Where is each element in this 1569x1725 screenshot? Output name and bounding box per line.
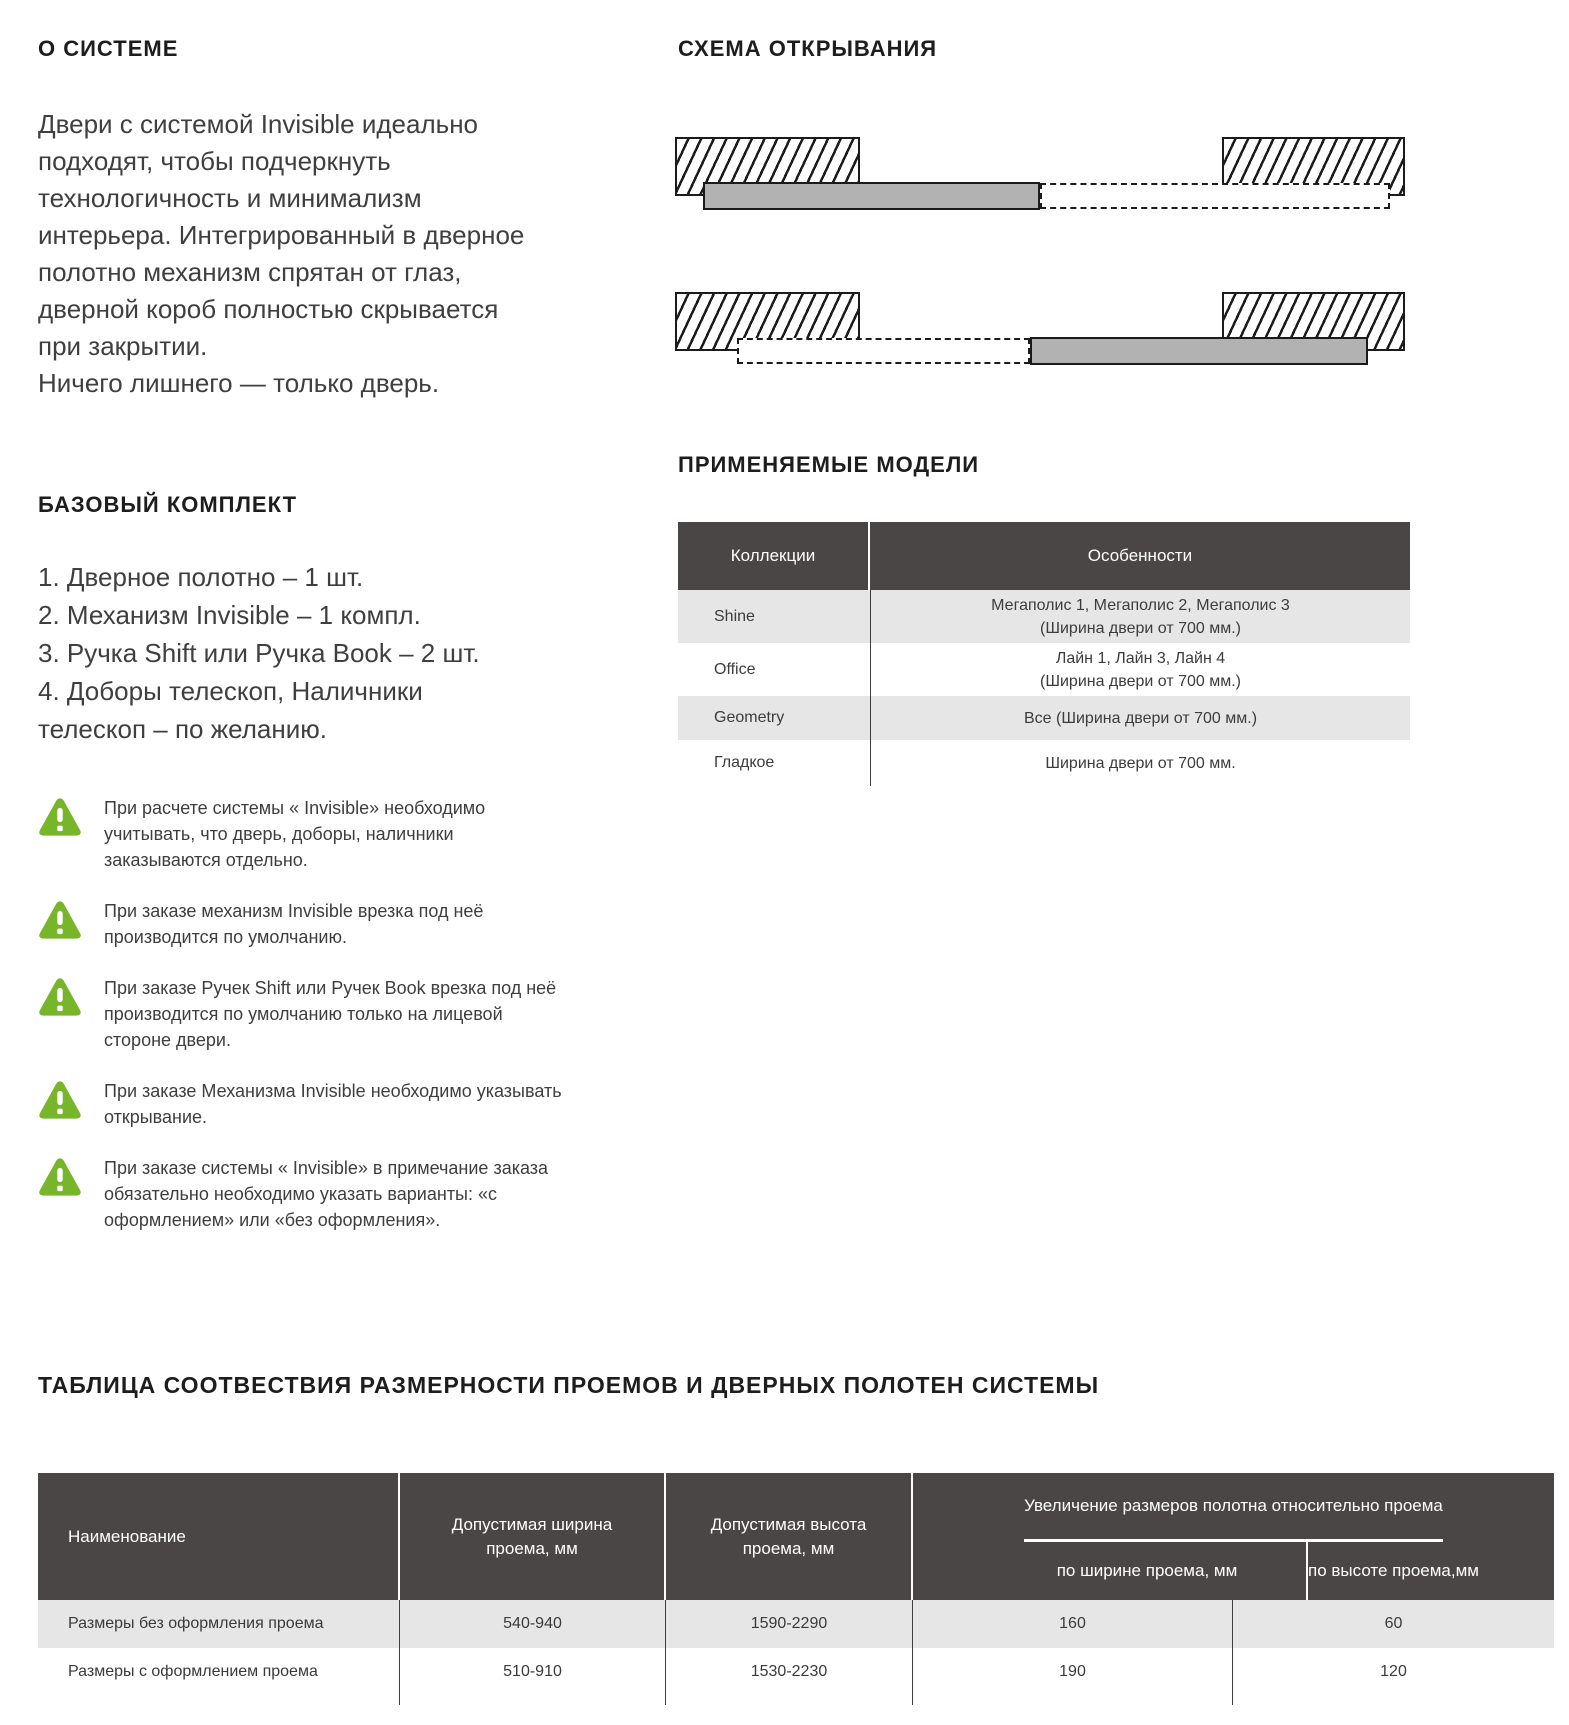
size-row-name: Размеры с оформлением проема <box>38 1648 400 1695</box>
size-col-height: Допустимая высота проема, мм <box>666 1473 913 1600</box>
warning-item <box>38 975 578 1053</box>
size-col-increase-subcolumns <box>988 1542 1479 1600</box>
size-table-header <box>38 1473 1554 1600</box>
models-heading: ПРИМЕНЯЕМЫЕ МОДЕЛИ <box>678 452 980 477</box>
model-collection: Geometry <box>714 709 785 726</box>
list-item: 2. Механизм Invisible – 1 компл. <box>38 600 421 630</box>
warning-text: При расчете системы « Invisible» необходимо учитывать, что дверь, доборы, наличники заказываются отдельно. <box>104 798 486 870</box>
size-row-width: 540-940 <box>400 1600 666 1648</box>
size-col-width: Допустимая ширина проема, мм <box>400 1473 666 1600</box>
warning-triangle-icon <box>38 900 82 940</box>
basic-kit-list <box>38 558 538 748</box>
models-table <box>678 522 1410 786</box>
size-col-increase-height: по высоте проема,мм <box>1308 1561 1479 1580</box>
size-col-increase-title: Увеличение размеров полотна относительно проема <box>1024 1473 1443 1542</box>
size-row-increase-height: 60 <box>1384 1615 1403 1632</box>
warning-text: При заказе Ручек Shift или Ручек Book врезка под неё производится по умолчанию только на лицевой стороне двери. <box>104 978 557 1050</box>
door-leaf-closed-bottom <box>1030 337 1368 365</box>
warning-text: При заказе механизм Invisible врезка под неё производится по умолчанию. <box>104 901 484 947</box>
about-text <box>38 106 530 402</box>
size-row-increase-width: 160 <box>913 1600 1233 1648</box>
model-collection: Office <box>714 660 756 678</box>
size-row-increase-width: 190 <box>913 1648 1233 1695</box>
size-table-heading: ТАБЛИЦА СООТВЕСТВИЯ РАЗМЕРНОСТИ ПРОЕМОВ И ДВЕРНЫХ ПОЛОТЕН СИСТЕМЫ <box>38 1372 1100 1398</box>
about-paragraph-1: Двери с системой Invisible идеально подходят, чтобы подчеркнуть технологичность и минимализм интерьера. Интегрированный в дверное полотно механизм спрятан от глаз, дверной короб полностью скрывается при закрытии. <box>38 109 525 361</box>
warning-text: При заказе Механизма Invisible необходимо указывать открывание. <box>104 1081 562 1127</box>
table-row <box>38 1600 1554 1648</box>
size-row-height: 1590-2290 <box>666 1600 913 1648</box>
size-col-increase-group <box>913 1473 1554 1600</box>
scheme-heading: СХЕМА ОТКРЫВАНИЯ <box>678 36 938 61</box>
table-row <box>678 590 1410 643</box>
warning-item <box>38 1078 578 1130</box>
size-col-name: Наименование <box>38 1473 400 1600</box>
size-table <box>38 1473 1554 1705</box>
models-table-header <box>678 522 1410 590</box>
table-row <box>678 696 1410 740</box>
warnings-list <box>38 795 578 1258</box>
warning-item <box>38 898 578 950</box>
size-row-width: 510-910 <box>400 1648 666 1695</box>
list-item: 1. Дверное полотно – 1 шт. <box>38 562 364 592</box>
warning-text: При заказе системы « Invisible» в примечание заказа обязательно необходимо указать варианты: «с оформлением» или «без оформления». <box>104 1158 549 1230</box>
table-row <box>38 1648 1554 1695</box>
about-heading: О СИСТЕМЕ <box>38 36 179 61</box>
warning-item <box>38 1155 578 1233</box>
model-features: Мегаполис 1, Мегаполис 2, Мегаполис 3 (Ширина двери от 700 мм.) <box>870 590 1410 643</box>
about-paragraph-2: Ничего лишнего — только дверь. <box>38 368 440 398</box>
door-leaf-open-outline-bottom <box>737 338 1030 364</box>
size-row-name: Размеры без оформления проема <box>38 1600 400 1648</box>
size-col-increase-width: по ширине проема, мм <box>988 1542 1308 1600</box>
size-row-height: 1530-2230 <box>666 1648 913 1695</box>
door-leaf-closed-top <box>703 182 1040 210</box>
model-features: Лайн 1, Лайн 3, Лайн 4 (Ширина двери от 700 мм.) <box>870 643 1410 696</box>
list-item: 3. Ручка Shift или Ручка Book – 2 шт. <box>38 638 480 668</box>
warning-triangle-icon <box>38 977 82 1017</box>
warning-triangle-icon <box>38 797 82 837</box>
models-col-features: Особенности <box>1087 546 1193 565</box>
warning-item <box>38 795 578 873</box>
basic-kit-heading: БАЗОВЫЙ КОМПЛЕКТ <box>38 492 298 517</box>
model-collection: Гладкое <box>714 754 775 771</box>
model-collection: Shine <box>714 607 755 625</box>
warning-triangle-icon <box>38 1157 82 1197</box>
model-features: Ширина двери от 700 мм. <box>870 740 1410 786</box>
door-leaf-open-outline-top <box>1040 183 1390 209</box>
table-row <box>678 643 1410 696</box>
opening-scheme-diagram <box>675 137 1407 367</box>
size-row-increase-height: 120 <box>1380 1662 1407 1680</box>
models-col-collections: Коллекции <box>678 522 870 590</box>
list-item: 4. Доборы телескоп, Наличники телескоп – по желанию. <box>38 676 423 744</box>
warning-triangle-icon <box>38 1080 82 1120</box>
table-row <box>678 740 1410 786</box>
model-features: Все (Ширина двери от 700 мм.) <box>870 696 1410 740</box>
size-table-divider-tails <box>38 1695 1554 1705</box>
